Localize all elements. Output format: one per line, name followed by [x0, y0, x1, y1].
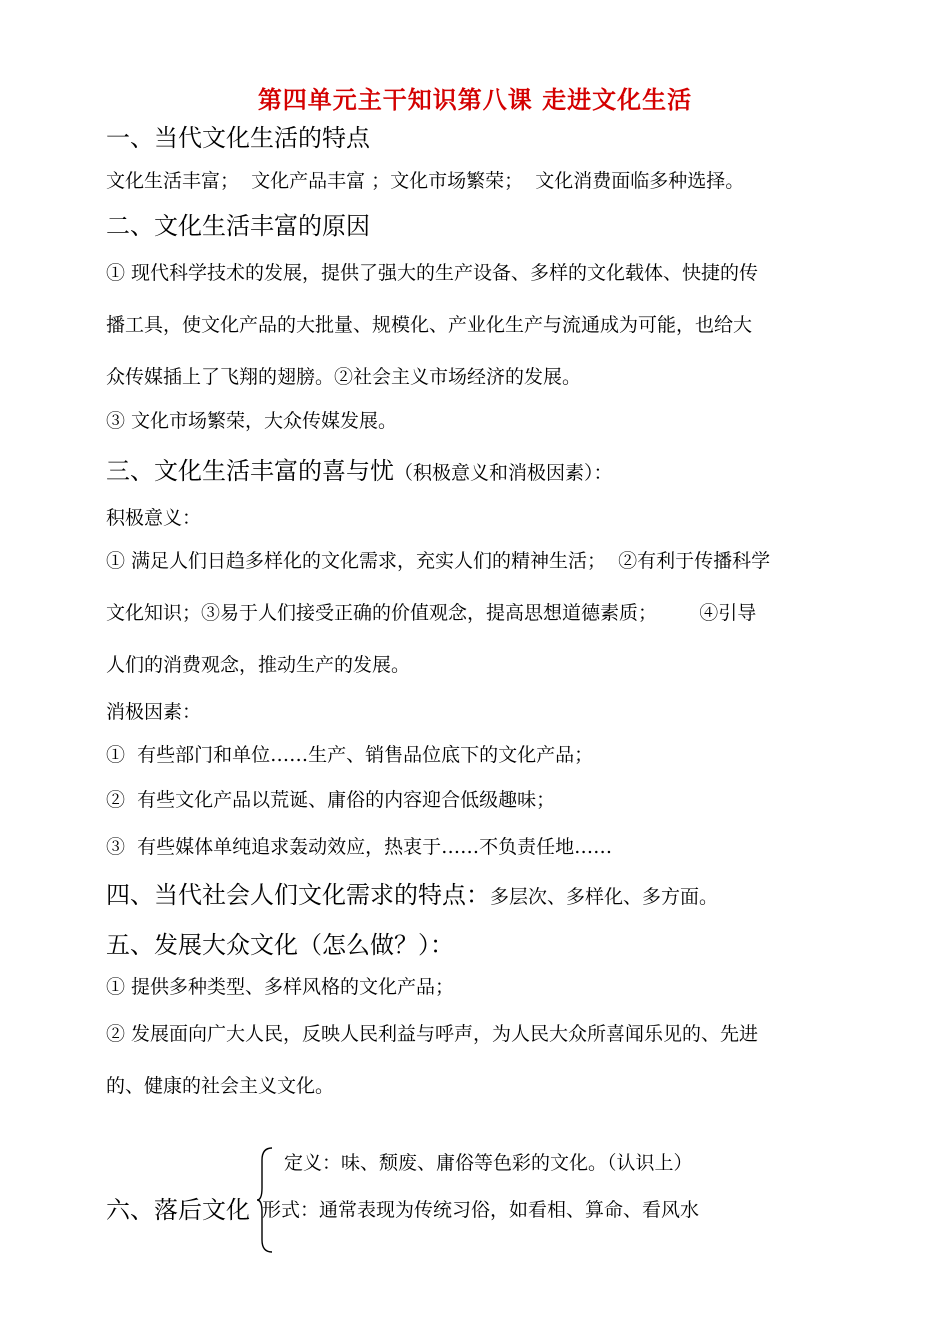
section-5-heading: 五、发展大众文化（怎么做？）：: [106, 931, 454, 959]
negative-line: ③ 有些媒体单纯追求轰动效应，热衷于……不负责任地……: [106, 836, 613, 858]
section-4-text: 多层次、多样化、多方面。: [490, 886, 719, 908]
page-title: 第四单元主干知识第八课 走进文化生活: [257, 85, 693, 114]
negative-line: ② 有些文化产品以荒诞、庸俗的内容迎合低级趣味；: [106, 789, 556, 811]
positive-line: ① 满足人们日趋多样化的文化需求，充实人们的精神生活； ②有利于传播科学: [106, 550, 771, 572]
section-2-heading: 二、文化生活丰富的原因: [106, 212, 370, 240]
section-5-line: ② 发展面向广大人民，反映人民利益与呼声，为人民大众所喜闻乐见的、先进: [106, 1023, 759, 1045]
section-3-heading: [106, 451, 613, 486]
section-6-heading: 六、落后文化: [106, 1196, 250, 1224]
section-5-line: ① 提供多种类型、多样风格的文化产品；: [106, 976, 455, 998]
negative-label: 消极因素：: [106, 701, 202, 723]
section-2-line: 播工具，使文化产品的大批量、规模化、产业化生产与流通成为可能，也给大: [106, 314, 753, 336]
section-2-line: 众传媒插上了飞翔的翅膀。②社会主义市场经济的发展。: [106, 366, 582, 388]
positive-label: 积极意义：: [106, 507, 202, 529]
section-2-line: ① 现代科学技术的发展，提供了强大的生产设备、多样的文化载体、快捷的传: [106, 262, 759, 284]
section-4-heading: [106, 875, 718, 910]
positive-line: 文化知识；③易于人们接受正确的价值观念，提高思想道德素质； ④引导: [106, 602, 757, 624]
negative-line: ① 有些部门和单位……生产、销售品位底下的文化产品；: [106, 744, 594, 766]
section-5-line: 的、健康的社会主义文化。: [106, 1075, 335, 1097]
section-1-heading: 一、当代文化生活的特点: [106, 124, 370, 152]
section-2-line: ③ 文化市场繁荣，大众传媒发展。: [106, 410, 398, 432]
section-3-heading-main: 三、文化生活丰富的喜与忧: [106, 457, 394, 485]
section-1-text: 文化生活丰富； 文化产品丰富 ；文化市场繁荣； 文化消费面临多种选择。: [106, 170, 745, 192]
section-6-branch-definition: 定义：味、颓废、庸俗等色彩的文化。（认识上）: [284, 1152, 693, 1174]
section-4-heading-main: 四、当代社会人们文化需求的特点：: [106, 881, 490, 909]
section-6-branch-form: 形式：通常表现为传统习俗，如看相、算命、看风水: [262, 1199, 700, 1221]
section-3-heading-note: （积极意义和消极因素）：: [394, 462, 613, 484]
positive-line: 人们的消费观念，推动生产的发展。: [106, 654, 411, 676]
